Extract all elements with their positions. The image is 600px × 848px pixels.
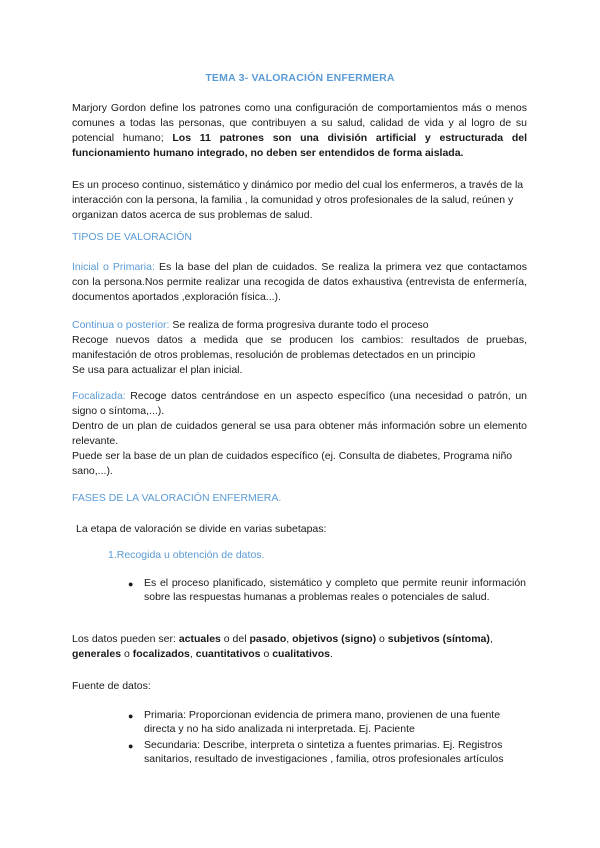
fases-heading: FASES DE LA VALORACIÓN ENFERMERA.: [72, 492, 282, 504]
datos-pasado: pasado: [249, 633, 287, 645]
intro-text: Marjory Gordon define los patrones como una configuración de comportamientos más o menos comunes a todas las personas, que contribuyen a su salud, calidad de vida y al logro de su potencial humano;: [72, 102, 527, 144]
fuente-label: Fuente de datos:: [72, 680, 151, 692]
focalizada-label: Focalizada:: [72, 390, 126, 402]
bullet-icon: ●: [128, 579, 134, 589]
datos-focalizados: focalizados: [132, 648, 190, 660]
datos-subjetivos: subjetivos (síntoma): [387, 633, 490, 645]
datos-cualitativos: cualitativos: [272, 648, 330, 660]
inicial-label: Inicial o Primaria:: [72, 261, 155, 273]
tipos-heading: TIPOS DE VALORACIÓN: [72, 231, 192, 243]
focalizada-text: Recoge datos centrándose en un aspecto específico (una necesidad o patrón, un signo o síntoma,...).: [72, 390, 527, 417]
bullet-icon: ●: [128, 711, 134, 721]
datos-comma: ,: [489, 633, 493, 645]
bullet-icon: ●: [128, 741, 134, 751]
inicial-text: Es la base del plan de cuidados. Se realiza la primera vez que contactamos con la persona.Nos permite realizar una recogida de datos exhaustiva (entrevista de enfermería, documentos aportados ,exploración física...).: [72, 261, 527, 303]
continua-line1: Se realiza de forma progresiva durante todo el proceso: [172, 319, 429, 331]
datos-comma: ,: [286, 633, 290, 645]
datos-conj: o: [123, 648, 130, 660]
datos-paragraph: [72, 632, 527, 662]
focalizada-paragraph: [72, 389, 527, 479]
datos-comma: ,: [189, 648, 193, 660]
page-title: TEMA 3- VALORACIÓN ENFERMERA: [205, 72, 395, 84]
datos-prefix: Los datos pueden ser:: [72, 633, 176, 645]
inicial-paragraph: [72, 260, 527, 305]
datos-conj: o del: [223, 633, 247, 645]
datos-conj: o: [379, 633, 385, 645]
datos-cuantitativos: cuantitativos: [195, 648, 261, 660]
datos-objetivos: objetivos (signo): [292, 633, 377, 645]
datos-generales: generales: [72, 648, 122, 660]
datos-conj: o: [263, 648, 270, 660]
continua-paragraph: [72, 318, 527, 378]
intro-bold-text: Los 11 patrones son una división artificial y estructurada del funcionamiento humano integrado, no deben ser entendidos de forma aislada.: [72, 132, 528, 159]
process-paragraph: Es un proceso continuo, sistemático y dinámico por medio del cual los enfermeros, a través de la interacción con la persona, la familia , la comunidad y otros profesionales de la salud, reúnen y organizan datos acerca de sus problemas de salud.: [72, 179, 524, 221]
datos-actuales: actuales: [178, 633, 221, 645]
recogida-bullet-text: Es el proceso planificado, sistemático y completo que permite reunir información sobre las respuestas humanas a problemas reales o potenciales de salud.: [144, 577, 526, 603]
intro-paragraph: [72, 101, 527, 161]
continua-label: Continua o posterior:: [72, 319, 170, 331]
recogida-heading: 1.Recogida u obtención de datos.: [108, 549, 265, 561]
continua-text: Recoge nuevos datos a medida que se producen los cambios: resultados de pruebas, manifestación de otros problemas, resolución de problemas detectados en un principio: [72, 334, 527, 361]
focalizada-text3: Puede ser la base de un plan de cuidados específico (ej. Consulta de diabetes, Programa niño sano,...).: [72, 450, 513, 477]
etapa-text: La etapa de valoración se divide en varias subetapas:: [76, 523, 327, 535]
focalizada-text2: Dentro de un plan de cuidados general se usa para obtener más información sobre un elemento relevante.: [72, 420, 527, 447]
fuente-primaria: Primaria: Proporcionan evidencia de primera mano, provienen de una fuente directa y no ha sido analizada ni interpretada. Ej. Paciente: [144, 709, 501, 735]
fuente-secundaria: Secundaria: Describe, interpreta o sintetiza a fuentes primarias. Ej. Registros sanitarios, resultado de investigaciones , familia, otros profesionales artículos: [144, 739, 504, 765]
continua-line3: Se usa para actualizar el plan inicial.: [72, 364, 243, 376]
datos-period: .: [329, 648, 333, 660]
